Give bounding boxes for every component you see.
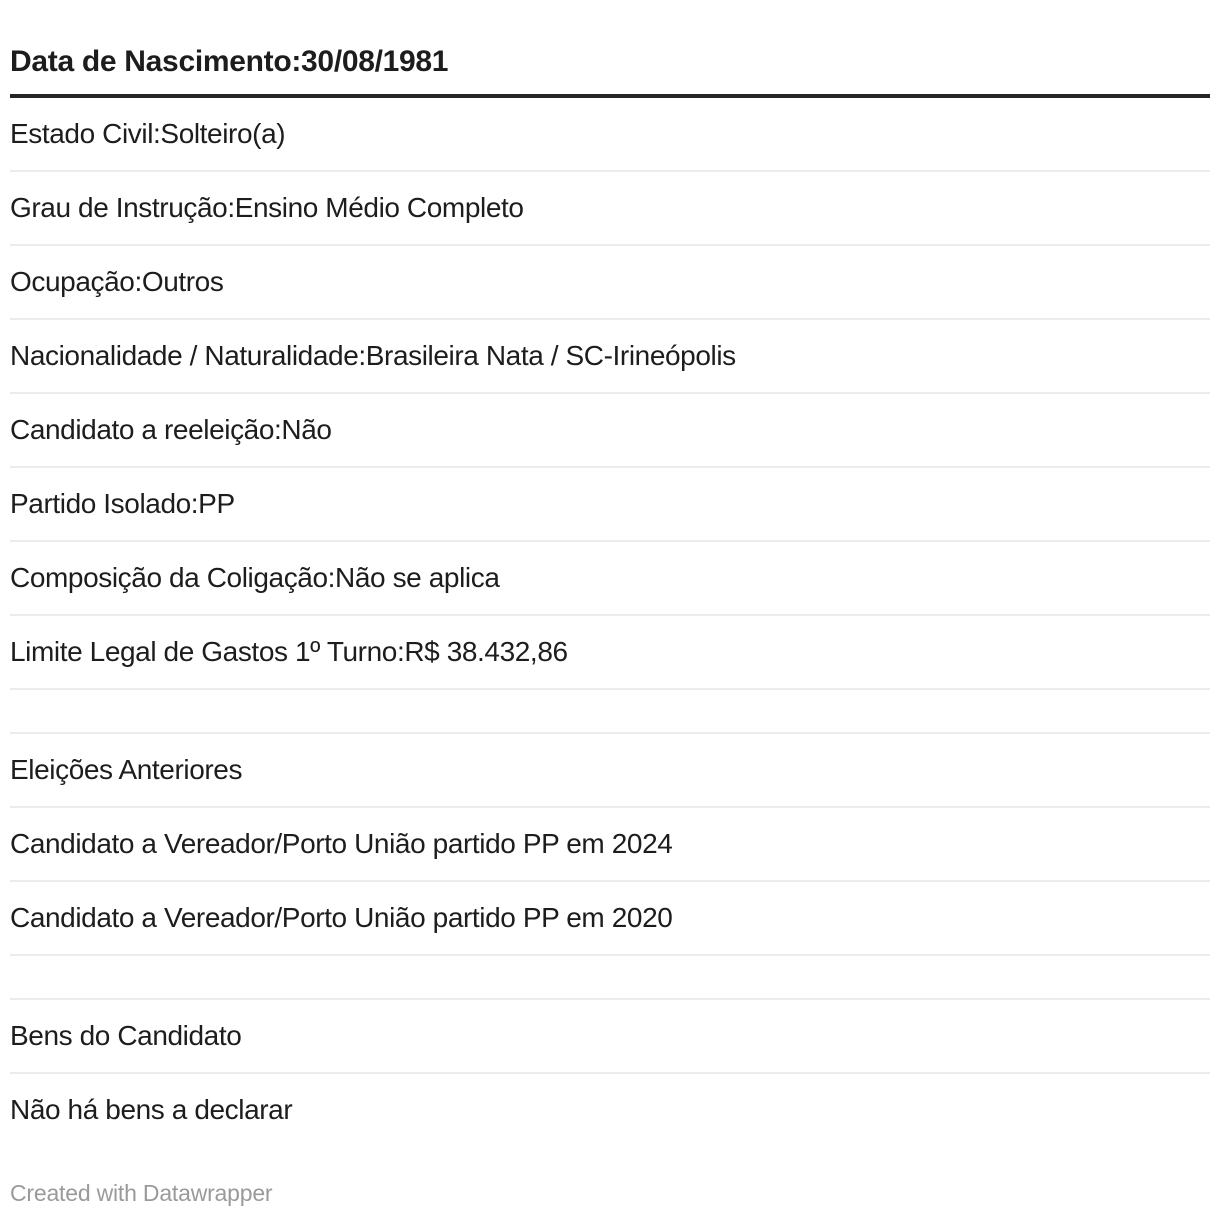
table-cell: Candidato a Vereador/Porto União partido PP em 2024 — [10, 828, 673, 859]
table-row — [10, 320, 1210, 394]
table-cell: Nacionalidade / Naturalidade:Brasileira Nata / SC-Irineópolis — [10, 340, 736, 371]
table-cell: Limite Legal de Gastos 1º Turno:R$ 38.432,86 — [10, 636, 568, 667]
table-cell: Ocupação:Outros — [10, 266, 224, 297]
table-cell: Candidato a reeleição:Não — [10, 414, 332, 445]
table-row — [10, 616, 1210, 690]
table-cell: Bens do Candidato — [10, 1020, 242, 1051]
table-cell: Não há bens a declarar — [10, 1094, 293, 1125]
table-row — [10, 394, 1210, 468]
table-cell: Grau de Instrução:Ensino Médio Completo — [10, 192, 524, 223]
table-cell: Partido Isolado:PP — [10, 488, 235, 519]
table-cell: Candidato a Vereador/Porto União partido PP em 2020 — [10, 902, 673, 933]
table-row — [10, 734, 1210, 808]
table-cell: Eleições Anteriores — [10, 754, 243, 785]
attribution-footer — [10, 1148, 1210, 1207]
table-row — [10, 1074, 1210, 1148]
table-spacer-row — [10, 690, 1210, 734]
datawrapper-attribution-link[interactable]: Created with Datawrapper — [10, 1180, 273, 1206]
table-row — [10, 542, 1210, 616]
table-cell: Composição da Coligação:Não se aplica — [10, 562, 500, 593]
table-row — [10, 1000, 1210, 1074]
table-row — [10, 246, 1210, 320]
table-row — [10, 468, 1210, 542]
table-row — [10, 808, 1210, 882]
table-row — [10, 882, 1210, 956]
table-spacer-row — [10, 956, 1210, 1000]
table-cell: Estado Civil:Solteiro(a) — [10, 118, 286, 149]
table-row — [10, 172, 1210, 246]
table-header-label: Data de Nascimento:30/08/1981 — [10, 45, 449, 78]
table-header-row — [10, 0, 1210, 98]
table-row — [10, 98, 1210, 172]
table-body — [10, 98, 1210, 1148]
